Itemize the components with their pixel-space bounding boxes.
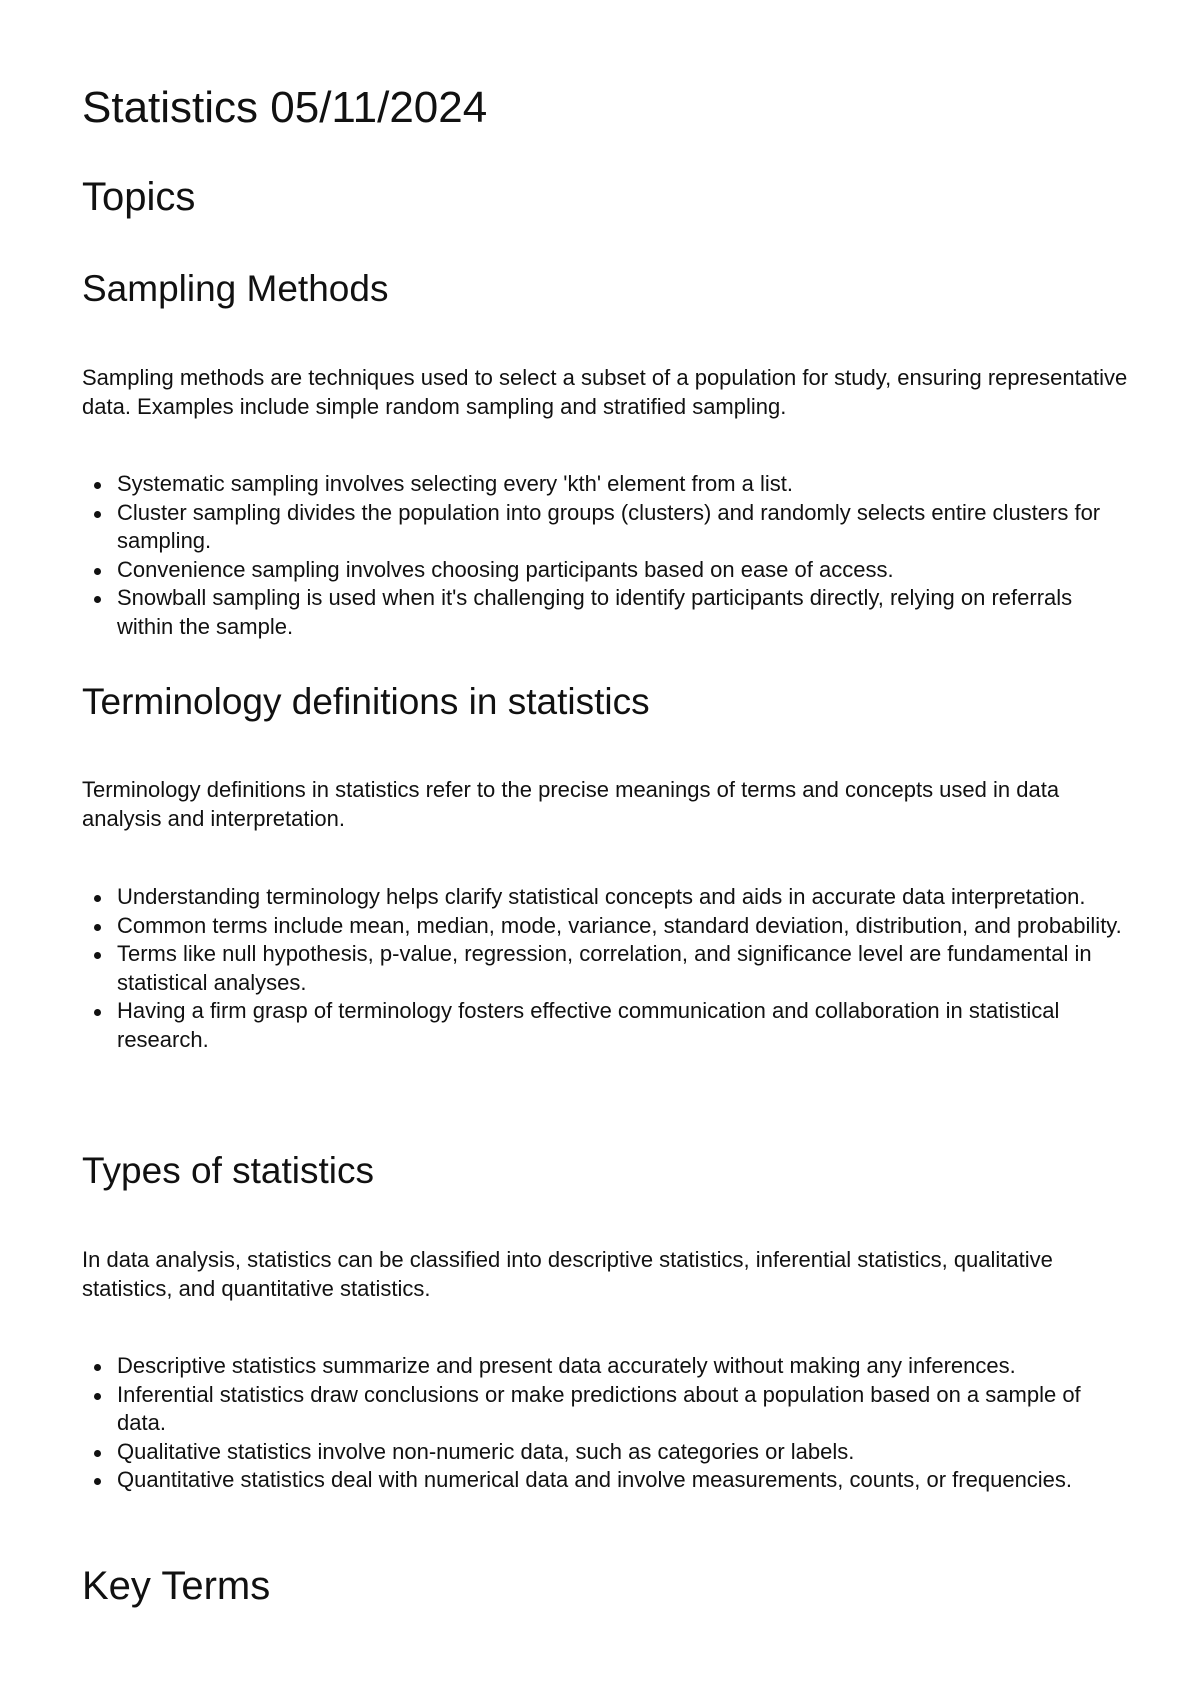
list-item-text: Understanding terminology helps clarify statistical concepts and aids in accurate data interpretation.: [117, 884, 1086, 909]
list-item: [82, 499, 1132, 556]
page-title: Statistics 05/11/2024: [82, 83, 488, 132]
bullet-icon: [94, 895, 101, 902]
bullet-list-types-of-statistics: [82, 1352, 1132, 1495]
section-heading-sampling-methods: Sampling Methods: [82, 268, 389, 309]
section-paragraph-types-of-statistics: In data analysis, statistics can be classified into descriptive statistics, inferential statistics, qualitative statistics, and quantitative statistics.: [82, 1247, 1053, 1301]
section-paragraph-terminology: Terminology definitions in statistics refer to the precise meanings of terms and concepts used in data analysis and interpretation.: [82, 777, 1060, 831]
bullet-icon: [94, 1009, 101, 1016]
bullet-icon: [94, 482, 101, 489]
list-item: [82, 1352, 1132, 1381]
section-paragraph-sampling-methods: Sampling methods are techniques used to select a subset of a population for study, ensuring representative data. Examples include simple random sampling and stratified sampling.: [82, 365, 1128, 419]
list-item: [82, 1466, 1132, 1495]
topics-heading: Topics: [82, 175, 196, 219]
list-item: [82, 997, 1132, 1054]
list-item-text: Qualitative statistics involve non-numeric data, such as categories or labels.: [117, 1438, 855, 1464]
list-item: [82, 470, 1132, 499]
list-item-text: Descriptive statistics summarize and present data accurately without making any inferences.: [117, 1353, 1016, 1378]
list-item-text: Having a firm grasp of terminology fosters effective communication and collaboration in statistical research.: [117, 998, 1060, 1052]
key-terms-heading: Key Terms: [82, 1564, 271, 1608]
list-item: [82, 1438, 1132, 1467]
bullet-icon: [94, 1393, 101, 1400]
list-item-text: Convenience sampling involves choosing participants based on ease of access.: [117, 556, 894, 582]
list-item: [82, 883, 1132, 912]
list-item-text: Cluster sampling divides the population into groups (clusters) and randomly selects entire clusters for sampling.: [117, 499, 1101, 553]
list-item: [82, 556, 1132, 585]
list-item-text: Systematic sampling involves selecting every 'kth' element from a list.: [117, 471, 793, 496]
section-heading-types-of-statistics: Types of statistics: [82, 1150, 374, 1191]
list-item: [82, 940, 1132, 997]
bullet-icon: [94, 1364, 101, 1371]
bullet-icon: [94, 1450, 101, 1457]
list-item: [82, 1381, 1132, 1438]
bullet-list-terminology: [82, 883, 1132, 1054]
bullet-icon: [94, 924, 101, 931]
bullet-icon: [94, 1478, 101, 1485]
bullet-icon: [94, 511, 101, 518]
list-item-text: Terms like null hypothesis, p-value, regression, correlation, and significance level are fundamental in statistical analyses.: [117, 941, 1092, 995]
bullet-list-sampling-methods: [82, 470, 1132, 641]
list-item: [82, 584, 1132, 641]
list-item-text: Quantitative statistics deal with numerical data and involve measurements, counts, or frequencies.: [117, 1467, 1073, 1492]
bullet-icon: [94, 952, 101, 959]
section-heading-terminology: Terminology definitions in statistics: [82, 681, 650, 722]
list-item-text: Common terms include mean, median, mode, variance, standard deviation, distribution, and probability.: [117, 912, 1122, 938]
bullet-icon: [94, 568, 101, 575]
bullet-icon: [94, 596, 101, 603]
list-item: [82, 912, 1132, 941]
list-item-text: Snowball sampling is used when it's challenging to identify participants directly, relying on referrals within the sample.: [117, 585, 1073, 639]
list-item-text: Inferential statistics draw conclusions or make predictions about a population based on a sample of data.: [117, 1381, 1081, 1435]
